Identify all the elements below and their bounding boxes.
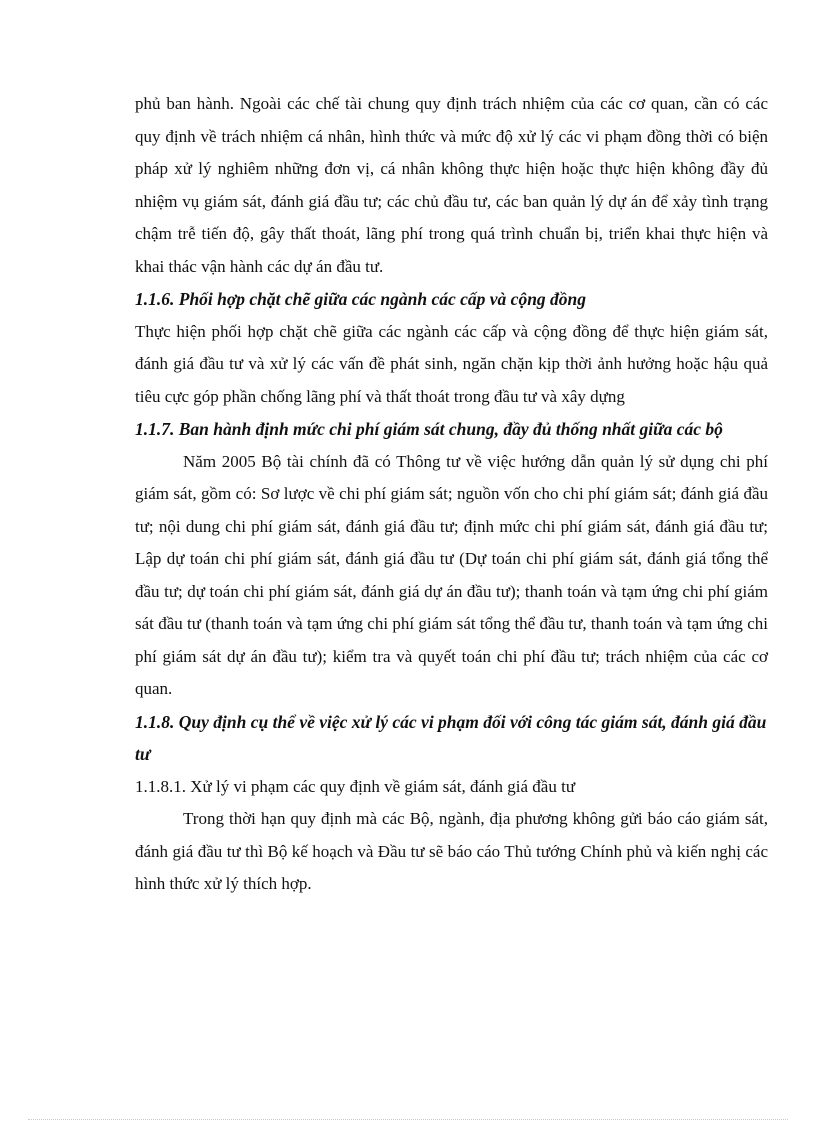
section-heading-1-1-8: 1.1.8. Quy định cụ thể về việc xử lý các vi phạm đối với công tác giám sát, đánh giá đầu tư — [135, 711, 767, 764]
paragraph-violation-handling: Trong thời hạn quy định mà các Bộ, ngành, địa phương không gửi báo cáo giám sát, đánh giá đầu tư thì Bộ kế hoạch và Đầu tư sẽ báo cáo Thủ tướng Chính phủ và kiến nghị các hình thức xử lý thích hợp. — [135, 809, 768, 893]
paragraph-accountability: phủ ban hành. Ngoài các chế tài chung quy định trách nhiệm của các cơ quan, cần có các quy định về trách nhiệm cá nhân, hình thức và mức độ xử lý các vi phạm đồng thời có biện pháp xử lý nghiêm những đơn vị, cá nhân không thực hiện hoặc thực hiện không đầy đủ nhiệm vụ giám sát, đánh giá đầu tư; các chủ đầu tư, các ban quản lý dự án để xảy tình trạng chậm trễ tiến độ, gây thất thoát, lãng phí trong quá trình chuẩn bị, triển khai thực hiện và khai thác vận hành các dự án đầu tư. — [135, 94, 768, 276]
section-heading-1-1-6: 1.1.6. Phối hợp chặt chẽ giữa các ngành các cấp và cộng đồng — [135, 289, 587, 309]
page-bottom-divider — [28, 1119, 788, 1120]
paragraph-coordination: Thực hiện phối hợp chặt chẽ giữa các ngành các cấp và cộng đồng để thực hiện giám sát, đánh giá đầu tư và xử lý các vấn đề phát sinh, ngăn chặn kịp thời ảnh hưởng hoặc hậu quả tiêu cực góp phần chống lãng phí và thất thoát trong đầu tư và xây dựng — [135, 321, 768, 406]
subsection-heading-1-1-8-1: 1.1.8.1. Xử lý vi phạm các quy định về giám sát, đánh giá đầu tư — [135, 776, 576, 796]
section-heading-1-1-7: 1.1.7. Ban hành định mức chi phí giám sát chung, đầy đủ thống nhất giữa các bộ — [135, 419, 723, 439]
document-page — [135, 88, 768, 901]
paragraph-cost-norms: Năm 2005 Bộ tài chính đã có Thông tư về việc hướng dẫn quản lý sử dụng chi phí giám sát, gồm có: Sơ lược về chi phí giám sát; nguồn vốn cho chi phí giám sát; đánh giá đầu tư; nội dung chi phí giám sát, đánh giá đầu tư; định mức chi phí giám sát, đánh giá đầu tư; Lập dự toán chi phí giám sát, đánh giá đầu tư (Dự toán chi phí giám sát, đánh giá tổng thể đầu tư; dự toán chi phí giám sát, đánh giá dự án đầu tư); thanh toán và tạm ứng chi phí giám sát đầu tư (thanh toán và tạm ứng chi phí giám sát tổng thể đầu tư, thanh toán và tạm ứng chi phí giám sát dự án đầu tư); kiểm tra và quyết toán chi phí đầu tư; trách nhiệm của các cơ quan. — [135, 451, 768, 698]
